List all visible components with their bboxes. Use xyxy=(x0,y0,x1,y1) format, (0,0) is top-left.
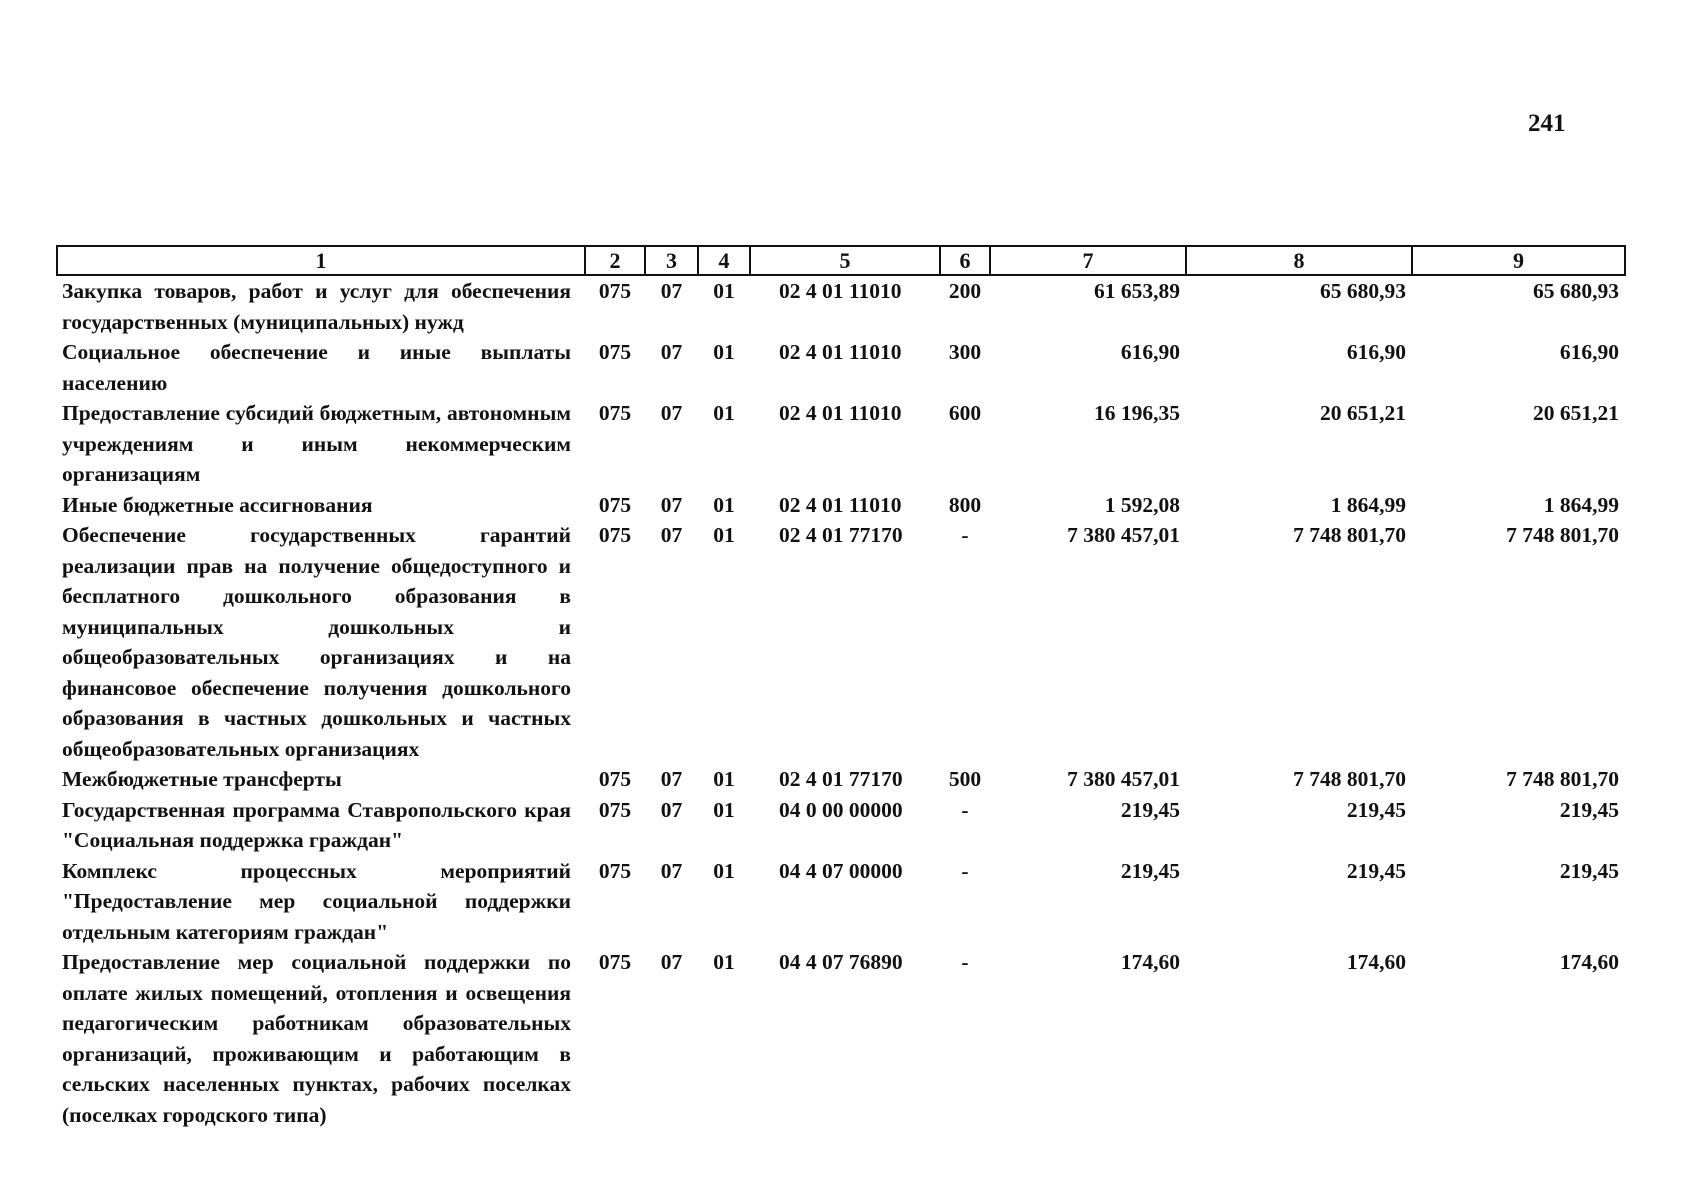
cell-col-4: 01 xyxy=(713,279,735,303)
cell-col-3: 07 xyxy=(660,492,683,517)
cell-col-9: 7 748 801,70 xyxy=(1506,523,1619,547)
cell-col-7: 616,90 xyxy=(1120,340,1180,364)
cell-col-2: 075 xyxy=(598,767,632,791)
budget-table xyxy=(56,245,1626,1130)
cell-col-6: - xyxy=(961,858,969,883)
page-number: 241 xyxy=(1528,110,1566,137)
cell-col-5: 04 0 00 00000 xyxy=(779,797,903,822)
column-header-9: 9 xyxy=(1412,246,1625,275)
cell-col-9: 1 864,99 xyxy=(1543,492,1619,517)
cell-col-6: - xyxy=(961,950,969,974)
cell-col-2: 075 xyxy=(598,950,632,974)
cell-col-9: 65 680,93 xyxy=(1533,279,1619,303)
row-description: Иные бюджетные ассигнования xyxy=(62,492,373,517)
budget-table-container xyxy=(56,245,1624,1130)
table-row xyxy=(57,795,1625,856)
cell-col-7: 16 196,35 xyxy=(1094,401,1180,425)
column-header-6: 6 xyxy=(940,246,990,275)
cell-col-3: 07 xyxy=(660,279,683,303)
cell-col-5: 04 4 07 00000 xyxy=(779,858,903,883)
cell-col-9: 20 651,21 xyxy=(1533,401,1619,425)
cell-col-8: 7 748 801,70 xyxy=(1293,767,1406,791)
cell-col-5: 02 4 01 77170 xyxy=(779,767,903,791)
row-description: Межбюджетные трансферты xyxy=(62,767,342,791)
table-row xyxy=(57,764,1625,795)
cell-col-7: 7 380 457,01 xyxy=(1067,767,1180,791)
column-header-1: 1 xyxy=(57,246,585,275)
cell-col-7: 7 380 457,01 xyxy=(1067,523,1180,547)
header-row xyxy=(57,246,1625,275)
cell-col-3: 07 xyxy=(660,340,683,364)
cell-col-2: 075 xyxy=(598,279,632,303)
cell-col-2: 075 xyxy=(598,492,632,517)
cell-col-5: 02 4 01 11010 xyxy=(779,401,902,425)
table-row xyxy=(57,856,1625,948)
table-row xyxy=(57,947,1625,1130)
cell-col-4: 01 xyxy=(713,797,735,822)
cell-col-6: 200 xyxy=(948,279,982,303)
cell-col-2: 075 xyxy=(598,797,632,822)
column-header-3: 3 xyxy=(645,246,698,275)
column-header-5: 5 xyxy=(750,246,940,275)
column-header-8: 8 xyxy=(1186,246,1412,275)
cell-col-3: 07 xyxy=(660,767,683,791)
table-body xyxy=(57,275,1625,1130)
cell-col-9: 616,90 xyxy=(1559,340,1619,364)
cell-col-5: 02 4 01 11010 xyxy=(779,279,902,303)
cell-col-6: - xyxy=(961,523,969,547)
table-row xyxy=(57,490,1625,521)
cell-col-7: 174,60 xyxy=(1120,950,1180,974)
row-description: Предоставление субсидий бюджетным, автономным учреждениям и иным некоммерческим организациям xyxy=(62,401,571,486)
cell-col-4: 01 xyxy=(713,340,735,364)
cell-col-4: 01 xyxy=(713,767,735,791)
column-header-2: 2 xyxy=(585,246,645,275)
cell-col-5: 02 4 01 11010 xyxy=(779,492,902,517)
cell-col-6: 800 xyxy=(948,492,982,517)
cell-col-7: 1 592,08 xyxy=(1104,492,1180,517)
cell-col-5: 02 4 01 11010 xyxy=(779,340,902,364)
cell-col-3: 07 xyxy=(660,950,683,974)
cell-col-2: 075 xyxy=(598,858,632,883)
cell-col-2: 075 xyxy=(598,401,632,425)
cell-col-9: 219,45 xyxy=(1559,797,1619,822)
cell-col-4: 01 xyxy=(713,950,735,974)
column-header-7: 7 xyxy=(990,246,1186,275)
cell-col-9: 7 748 801,70 xyxy=(1506,767,1619,791)
table-row xyxy=(57,520,1625,764)
row-description: Закупка товаров, работ и услуг для обеспечения государственных (муниципальных) нужд xyxy=(62,279,571,334)
cell-col-4: 01 xyxy=(713,523,735,547)
column-header-4: 4 xyxy=(698,246,750,275)
cell-col-7: 219,45 xyxy=(1120,797,1180,822)
cell-col-6: 600 xyxy=(948,401,982,425)
cell-col-3: 07 xyxy=(660,858,683,883)
cell-col-6: 500 xyxy=(948,767,982,791)
table-row xyxy=(57,398,1625,490)
cell-col-6: 300 xyxy=(948,340,982,364)
cell-col-2: 075 xyxy=(598,340,632,364)
row-description: Социальное обеспечение и иные выплаты населению xyxy=(62,340,571,395)
table-row xyxy=(57,337,1625,398)
cell-col-8: 219,45 xyxy=(1346,797,1406,822)
cell-col-8: 616,90 xyxy=(1346,340,1406,364)
cell-col-7: 61 653,89 xyxy=(1094,279,1180,303)
cell-col-7: 219,45 xyxy=(1120,858,1180,883)
cell-col-4: 01 xyxy=(713,858,735,883)
row-description: Комплекс процессных мероприятий "Предоставление мер социальной поддержки отдельным категориям граждан" xyxy=(62,858,571,944)
cell-col-9: 174,60 xyxy=(1559,950,1619,974)
cell-col-8: 219,45 xyxy=(1346,858,1406,883)
cell-col-3: 07 xyxy=(660,797,683,822)
cell-col-5: 04 4 07 76890 xyxy=(779,950,903,974)
cell-col-8: 65 680,93 xyxy=(1320,279,1406,303)
cell-col-4: 01 xyxy=(713,492,735,517)
cell-col-8: 7 748 801,70 xyxy=(1293,523,1406,547)
cell-col-8: 174,60 xyxy=(1346,950,1406,974)
cell-col-3: 07 xyxy=(660,401,683,425)
cell-col-3: 07 xyxy=(660,523,683,547)
cell-col-5: 02 4 01 77170 xyxy=(779,523,903,547)
row-description: Государственная программа Ставропольского края "Социальная поддержка граждан" xyxy=(62,797,571,852)
table-row xyxy=(57,275,1625,337)
cell-col-2: 075 xyxy=(598,523,632,547)
row-description: Предоставление мер социальной поддержки по оплате жилых помещений, отопления и освещения педагогическим работникам образовательных организаций, проживающим и работающим в сельских населенных пунктах, рабочих поселках (поселках городского типа) xyxy=(62,950,571,1127)
cell-col-8: 20 651,21 xyxy=(1320,401,1406,425)
cell-col-6: - xyxy=(961,797,969,822)
cell-col-9: 219,45 xyxy=(1559,858,1619,883)
row-description: Обеспечение государственных гарантий реализации прав на получение общедоступного и бесплатного дошкольного образования в муниципальных дошкольных и общеобразовательных организациях и на финансовое обеспечение получения дошкольного образования в частных дошкольных и частных общеобразовательных организациях xyxy=(62,523,571,761)
cell-col-8: 1 864,99 xyxy=(1330,492,1406,517)
cell-col-4: 01 xyxy=(713,401,735,425)
